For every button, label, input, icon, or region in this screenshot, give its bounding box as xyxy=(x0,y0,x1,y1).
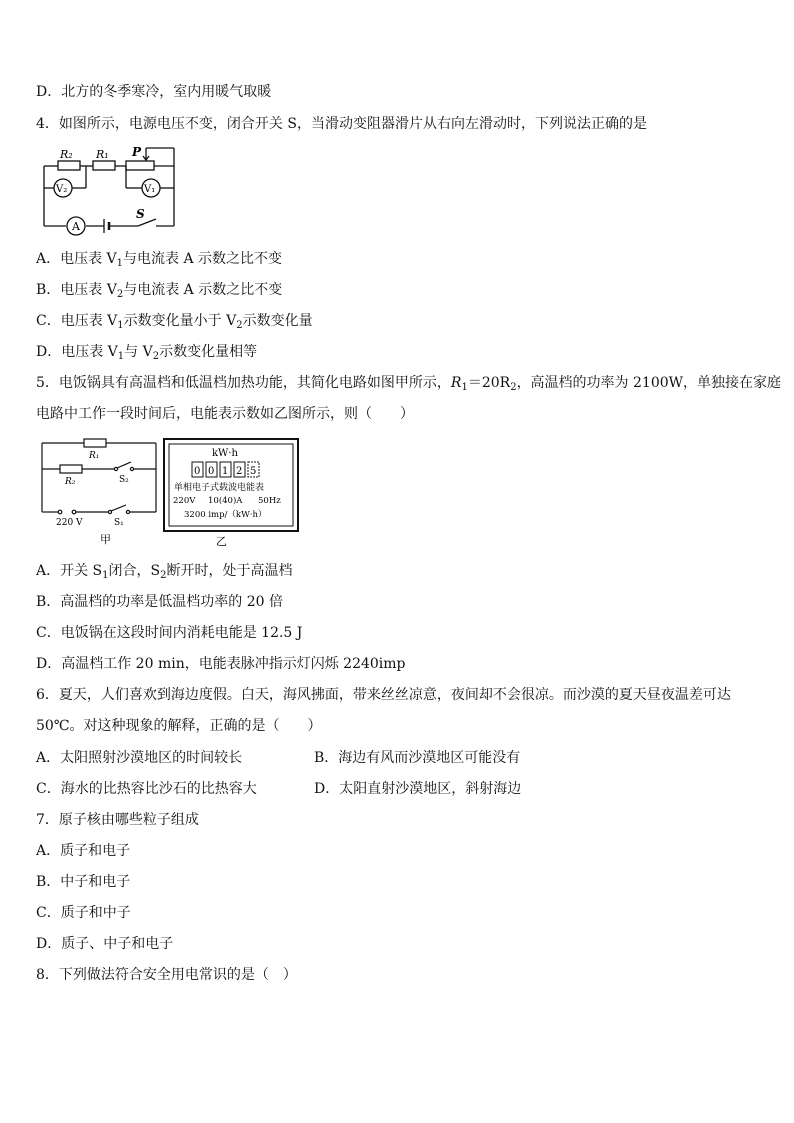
q5-option-c: C．电饭锅在这段时间内消耗电能是 12.5 J xyxy=(36,625,303,641)
q6-option-a: A．太阳照射沙漠地区的时间较长 xyxy=(36,750,243,766)
q5-meter-type: 单相电子式载波电能表 xyxy=(174,483,265,493)
q5-option-d: D．高温档工作 20 min，电能表脉冲指示灯闪烁 2240imp xyxy=(36,656,406,672)
q7-option-b: B．中子和电子 xyxy=(36,874,131,890)
q4-ammeter-label: A xyxy=(72,220,80,233)
q4-r2-label: R₂ xyxy=(60,148,73,161)
q7-option-c: C．质子和中子 xyxy=(36,905,131,921)
q5-stem-line2: 电路中工作一段时间后，电能表示数如乙图所示，则（ ） xyxy=(36,406,414,422)
q5-option-a: A．开关 $S_1$闭合，$S_2$断开时，处于高温档 xyxy=(36,563,293,581)
q5-meter-digit: 1 xyxy=(222,466,229,477)
q4-switch-label: S xyxy=(136,207,145,221)
q5-meter-digit: 2 xyxy=(236,466,243,477)
q5-yi-caption: 乙 xyxy=(216,535,227,548)
q5-jia-caption: 甲 xyxy=(100,533,111,546)
q5-meter-digit: 0 xyxy=(194,466,201,477)
q5-figure-jia-circuit xyxy=(36,437,161,547)
q5-option-b: B．高温档的功率是低温档功率的 20 倍 xyxy=(36,594,284,610)
q5-voltage-label: 220 V xyxy=(56,518,83,528)
q5-figure-yi-meter xyxy=(162,437,302,549)
q4-circuit-diagram xyxy=(36,140,186,240)
q4-option-c: C．电压表 $V_1$示数变化量小于 $V_2$示数变化量 xyxy=(36,313,313,331)
q4-v1-label: V₁ xyxy=(144,184,156,195)
q4-option-d: D．电压表 $V_1$与 $V_2$示数变化量相等 xyxy=(36,344,258,362)
q4-option-b: B．电压表 $V_2$与电流表 A 示数之比不变 xyxy=(36,282,283,300)
q5-s2-label: S₂ xyxy=(119,475,129,485)
q5-meter-constant: 3200 imp/（kW·h） xyxy=(184,510,267,520)
q6-option-d: D．太阳直射沙漠地区，斜射海边 xyxy=(314,781,522,797)
q4-v2-label: V₂ xyxy=(56,184,68,195)
q7-option-a: A．质子和电子 xyxy=(36,843,131,859)
q5-s1-label: S₁ xyxy=(114,518,124,528)
q6-stem-line1: 6．夏天，人们喜欢到海边度假。白天，海风拂面，带来丝丝凉意，夜间却不会很凉。而沙漠的夏天昼夜温差可达 xyxy=(36,687,731,703)
q4-r1-label: R₁ xyxy=(96,148,109,161)
q3-option-d: D．北方的冬季寒冷，室内用暖气取暖 xyxy=(36,84,272,100)
q6-option-c: C．海水的比热容比沙石的比热容大 xyxy=(36,781,257,797)
q4-option-a: A．电压表 $V_1$与电流表 A 示数之比不变 xyxy=(36,251,283,269)
q7-stem: 7．原子核由哪些粒子组成 xyxy=(36,812,199,828)
q5-stem-line1: 5．电饭锅具有高温档和低温档加热功能，其简化电路如图甲所示，$R_1=20R_2$，高温档的功率为 2100W，单独接在家庭 xyxy=(36,375,782,393)
q5-meter-unit: kW·h xyxy=(212,448,238,459)
q5-meter-current: 10(40)A xyxy=(208,496,243,506)
q7-option-d: D．质子、中子和电子 xyxy=(36,936,174,952)
q4-stem: 4．如图所示，电源电压不变，闭合开关 S，当滑动变阻器滑片从右向左滑动时，下列说法正确的是 xyxy=(36,116,647,132)
q5-meter-digit: 5 xyxy=(250,466,257,477)
q5-r1-label: R₁ xyxy=(89,451,100,461)
q6-option-b: B．海边有风而沙漠地区可能没有 xyxy=(314,750,521,766)
q8-stem: 8．下列做法符合安全用电常识的是（ ） xyxy=(36,967,297,983)
q6-stem-line2: 50℃。对这种现象的解释，正确的是（ ） xyxy=(36,718,322,734)
q5-r2-label: R₂ xyxy=(65,477,76,487)
q5-meter-voltage: 220V xyxy=(173,496,196,506)
q5-meter-digit: 0 xyxy=(208,466,215,477)
q5-meter-frequency: 50Hz xyxy=(258,496,281,506)
q4-p-label: P xyxy=(132,145,142,159)
